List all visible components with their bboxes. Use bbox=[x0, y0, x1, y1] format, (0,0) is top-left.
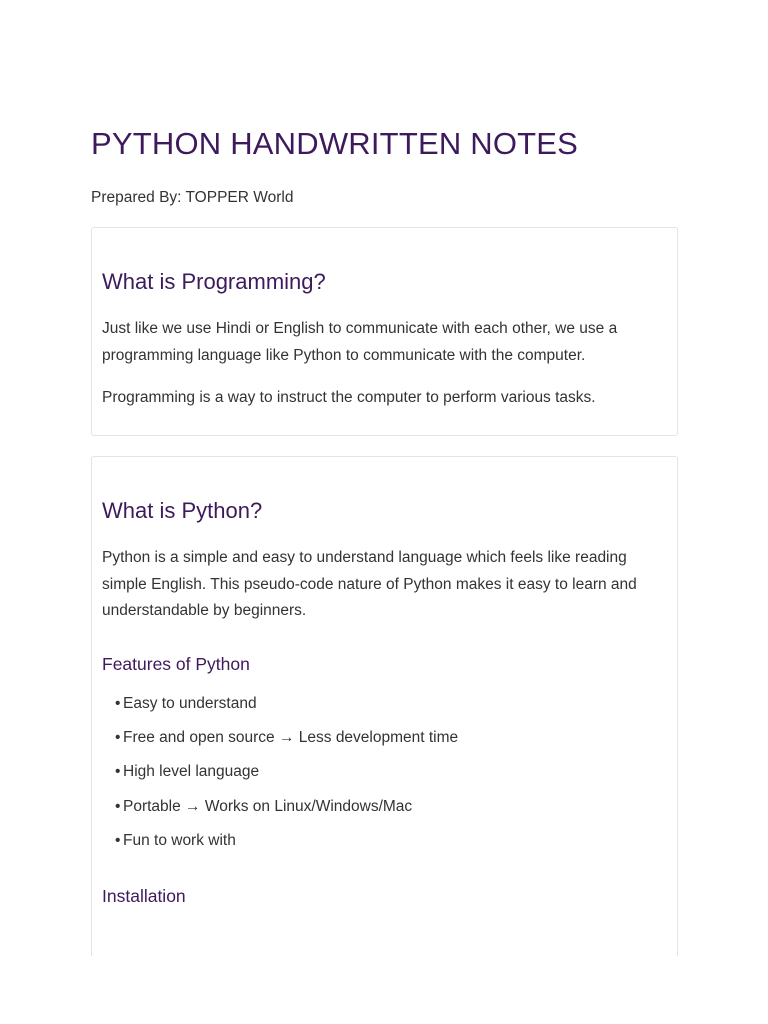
bullet-icon: • bbox=[115, 729, 121, 747]
bullet-icon: • bbox=[115, 695, 121, 712]
installation-heading: Installation bbox=[102, 886, 186, 906]
paragraph-line: understandable by beginners. bbox=[102, 602, 307, 619]
programming-paragraph-1 bbox=[102, 316, 672, 369]
list-item bbox=[115, 728, 458, 748]
programming-paragraph-2 bbox=[102, 385, 672, 412]
list-item bbox=[115, 762, 458, 782]
bullet-icon: • bbox=[115, 831, 121, 849]
feature-text: Fun to work with bbox=[123, 831, 236, 849]
section-heading-what-is-python: What is Python? bbox=[102, 498, 263, 523]
section-heading-what-is-programming: What is Programming? bbox=[102, 269, 326, 294]
section-card-what-is-python bbox=[91, 456, 678, 956]
feature-text: Easy to understand bbox=[123, 695, 257, 712]
section-card-what-is-programming bbox=[91, 227, 678, 436]
list-item bbox=[115, 797, 458, 817]
list-item bbox=[115, 694, 458, 714]
feature-text: High level language bbox=[123, 763, 260, 781]
prepared-by: Prepared By: TOPPER World bbox=[91, 189, 294, 206]
paragraph-line: Programming is a way to instruct the computer to perform various tasks. bbox=[102, 389, 596, 406]
bullet-icon: • bbox=[115, 797, 121, 815]
feature-text: Free and open source → Less development time bbox=[123, 729, 459, 747]
features-heading: Features of Python bbox=[102, 654, 250, 674]
paragraph-line: Just like we use Hindi or English to communicate with each other, we use a bbox=[102, 320, 618, 337]
paragraph-line: simple English. This pseudo-code nature of Python makes it easy to learn and bbox=[102, 575, 637, 593]
page-title: PYTHON HANDWRITTEN NOTES bbox=[91, 126, 579, 161]
paragraph-line: programming language like Python to communicate with the computer. bbox=[102, 346, 586, 364]
bullet-icon: • bbox=[115, 763, 121, 781]
python-paragraph bbox=[102, 545, 672, 625]
features-list bbox=[115, 694, 458, 865]
feature-text: Portable → Works on Linux/Windows/Mac bbox=[123, 797, 413, 815]
paragraph-line: Python is a simple and easy to understand language which feels like reading bbox=[102, 549, 627, 566]
list-item bbox=[115, 831, 458, 851]
